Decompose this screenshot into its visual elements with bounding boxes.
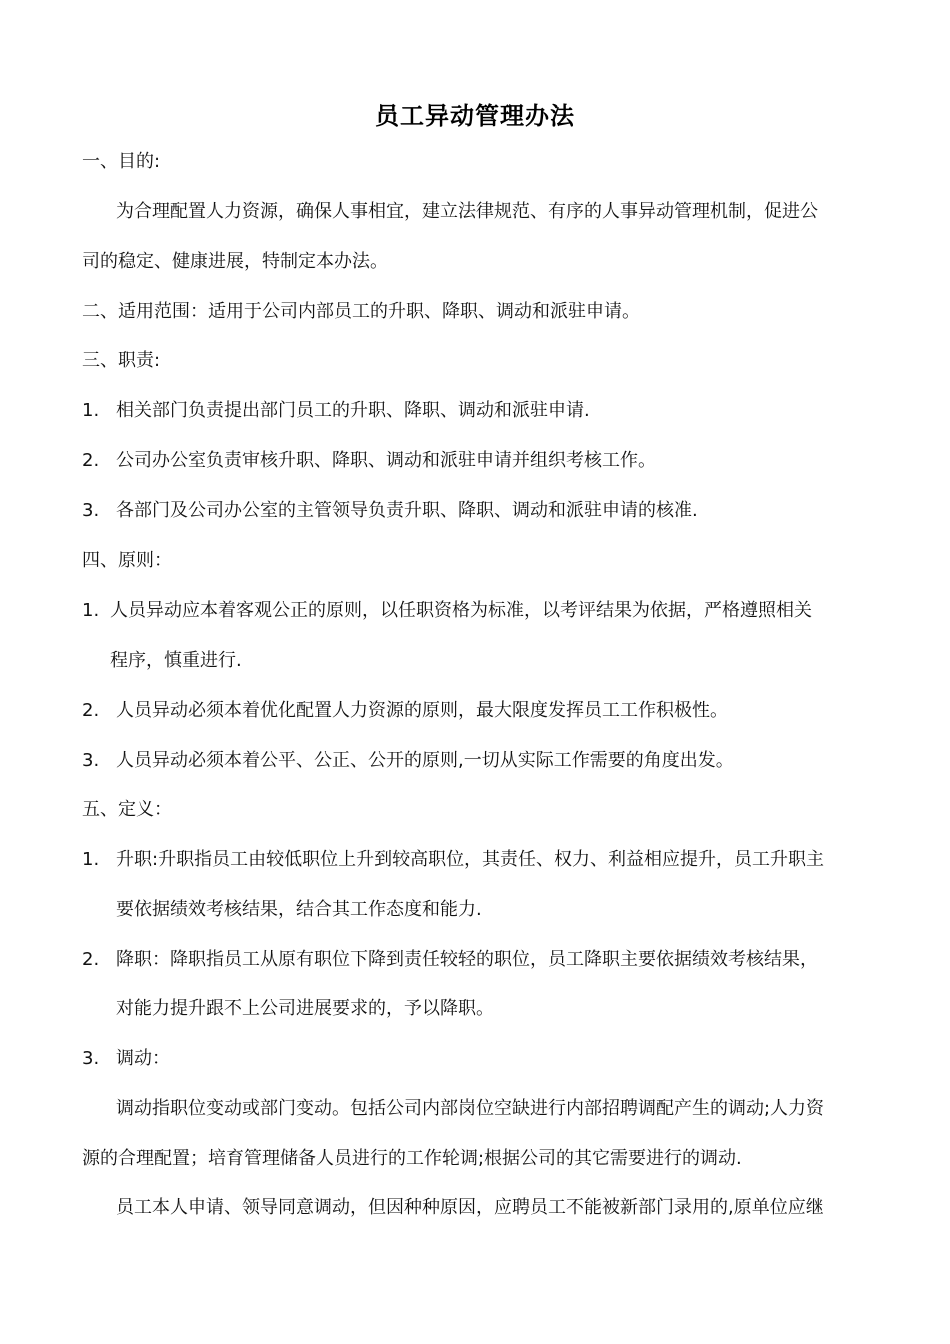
paragraph-line: 司的稳定、健康进展，特制定本办法。	[82, 251, 388, 272]
list-item-text: 升职:升职指员工由较低职位上升到较高职位，其责任、权力、利益相应提升，员工升职主	[116, 849, 825, 870]
section-heading-purpose: 一、目的:	[82, 151, 161, 172]
list-item-number: 2.	[82, 450, 100, 471]
list-item-text: 降职：降职指员工从原有职位下降到责任较轻的职位，员工降职主要依据绩效考核结果，	[116, 949, 818, 970]
list-item-number: 2.	[82, 700, 100, 721]
list-item-number: 2.	[82, 949, 100, 970]
list-item-number: 3.	[82, 500, 100, 521]
section-heading-scope: 二、适用范围：适用于公司内部员工的升职、降职、调动和派驻申请。	[82, 301, 640, 322]
list-item-text: 人员异动应本着客观公正的原则，以任职资格为标准，以考评结果为依据，严格遵照相关	[110, 600, 812, 621]
list-item-number: 3.	[82, 750, 100, 771]
list-item-number: 3.	[82, 1048, 100, 1069]
paragraph-line: 为合理配置人力资源，确保人事相宜，建立法律规范、有序的人事异动管理机制，促进公	[116, 201, 818, 222]
list-item-text-continued: 程序，慎重进行.	[110, 650, 242, 671]
paragraph-line: 调动指职位变动或部门变动。包括公司内部岗位空缺进行内部招聘调配产生的调动;人力资	[116, 1098, 825, 1119]
paragraph-line: 员工本人申请、领导同意调动，但因种种原因，应聘员工不能被新部门录用的,原单位应继	[116, 1197, 824, 1218]
section-heading-principles: 四、原则：	[82, 550, 172, 571]
section-heading-responsibilities: 三、职责:	[82, 350, 161, 371]
list-item-text: 人员异动必须本着优化配置人力资源的原则，最大限度发挥员工工作积极性。	[116, 700, 728, 721]
list-item-number: 1.	[82, 849, 100, 870]
list-item-number: 1.	[82, 400, 100, 421]
document-title: 员工异动管理办法	[375, 102, 575, 130]
list-item-text: 人员异动必须本着公平、公正、公开的原则,一切从实际工作需要的角度出发。	[116, 750, 734, 771]
list-item-text: 相关部门负责提出部门员工的升职、降职、调动和派驻申请.	[116, 400, 590, 421]
list-item-number: 1.	[82, 600, 100, 621]
list-item-text-continued: 要依据绩效考核结果，结合其工作态度和能力.	[116, 899, 482, 920]
paragraph-line: 源的合理配置；培育管理储备人员进行的工作轮调;根据公司的其它需要进行的调动.	[82, 1148, 742, 1169]
list-item-text-continued: 对能力提升跟不上公司进展要求的，予以降职。	[116, 998, 494, 1019]
list-item-text: 调动：	[116, 1048, 170, 1069]
list-item-text: 各部门及公司办公室的主管领导负责升职、降职、调动和派驻申请的核准.	[116, 500, 698, 521]
section-heading-definitions: 五、定义：	[82, 799, 172, 820]
list-item-text: 公司办公室负责审核升职、降职、调动和派驻申请并组织考核工作。	[116, 450, 656, 471]
